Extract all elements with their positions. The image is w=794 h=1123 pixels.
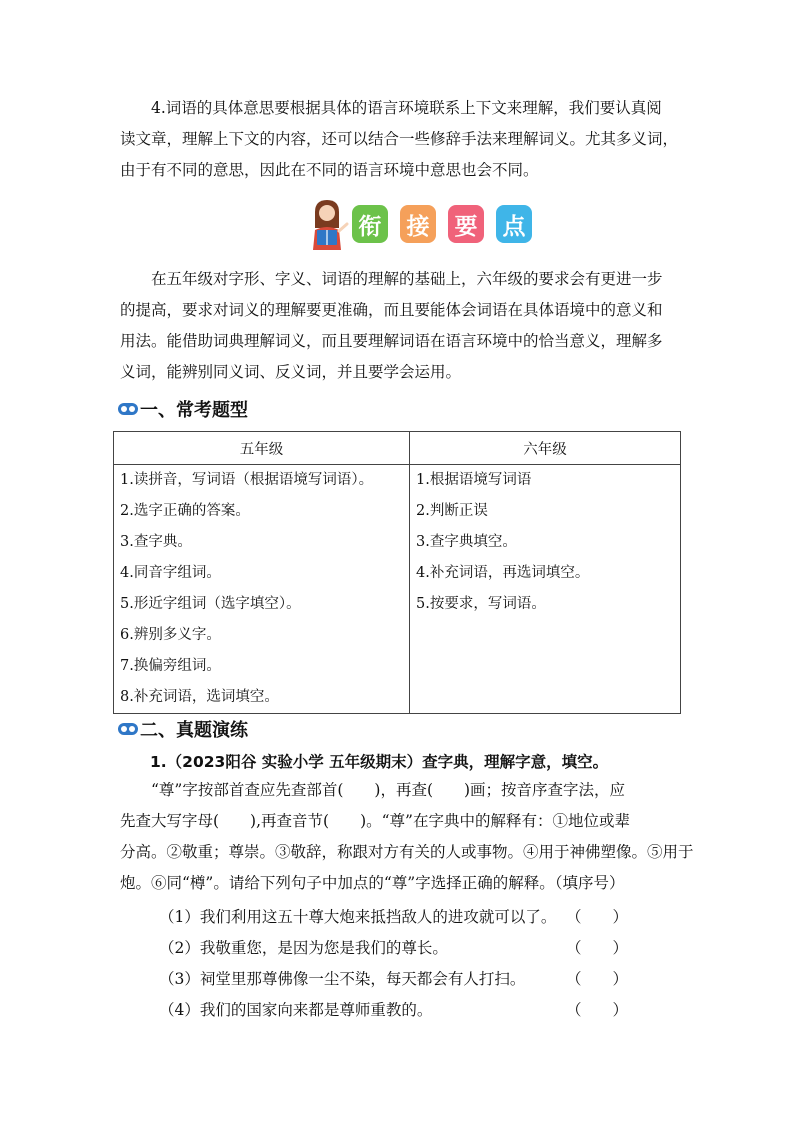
banner-tile: 衔	[352, 205, 388, 243]
sub-question: （3）祠堂里那尊佛像一尘不染，每天都会有人打扫。	[159, 970, 526, 988]
list-item: 1.根据语境写词语	[416, 472, 532, 488]
table-row	[114, 465, 681, 714]
table-header-grade6: 六年级	[410, 432, 681, 465]
key-points-line: 在五年级对字形、字义、词语的理解的基础上，六年级的要求会有更进一步	[151, 270, 663, 288]
question-types-table	[113, 431, 681, 714]
answer-blank[interactable]: （ ）	[566, 908, 629, 926]
question-body	[120, 775, 694, 899]
table-header-grade5: 五年级	[114, 432, 410, 465]
section-title: 一、常考题型	[140, 400, 248, 421]
intro-paragraph	[120, 93, 680, 186]
sub-question: （2）我敬重您，是因为您是我们的尊长。	[159, 939, 448, 957]
intro-line: 由于有不同的意思，因此在不同的语言环境中意思也会不同。	[120, 161, 539, 179]
question-line: 先查大写字母( ),再查音节( )。“尊”在字典中的解释有：①地位或辈	[120, 812, 630, 830]
question-title: 1.（2023阳谷 实验小学 五年级期末）查字典，理解字意，填空。	[150, 753, 609, 771]
answer-blank[interactable]: （ ）	[566, 1001, 629, 1019]
list-item: 5.形近字组词（选字填空）。	[120, 596, 301, 612]
question-line: 分高。②敬重；尊崇。③敬辞，称跟对方有关的人或事物。④用于神佛塑像。⑤用于	[120, 843, 694, 861]
link-icon	[118, 723, 138, 735]
question-line: “尊”字按部首查应先查部首( )，再查( )画；按音序查字法，应	[151, 781, 626, 799]
list-item: 2.选字正确的答案。	[120, 503, 250, 519]
table-header-row	[114, 432, 681, 465]
key-points-line: 的提高，要求对词义的理解要更准确，而且要能体会词语在具体语境中的意义和	[120, 301, 663, 319]
answer-blank[interactable]: （ ）	[566, 939, 629, 957]
banner-tile: 点	[496, 205, 532, 243]
banner-tile: 要	[448, 205, 484, 243]
key-points-paragraph	[120, 264, 680, 388]
list-item: 4.补充词语，再选词填空。	[416, 565, 590, 581]
list-item: 7.换偏旁组词。	[120, 658, 221, 674]
key-points-banner	[0, 198, 794, 252]
grade6-cell	[410, 465, 681, 714]
list-item: 1.读拼音，写词语（根据语境写词语）。	[120, 472, 374, 488]
list-item: 3.查字典填空。	[416, 534, 517, 550]
list-item: 5.按要求，写词语。	[416, 596, 546, 612]
list-item: 6.辨别多义字。	[120, 627, 221, 643]
list-item: 4.同音字组词。	[120, 565, 221, 581]
key-points-line: 用法。能借助词典理解词义，而且要理解词语在语言环境中的恰当意义，理解多	[120, 332, 663, 350]
list-item: 8.补充词语，选词填空。	[120, 689, 279, 705]
key-points-line: 义词，能辨别同义词、反义词，并且要学会运用。	[120, 363, 462, 381]
section-heading-exam-practice	[118, 716, 248, 742]
grade5-cell	[114, 465, 410, 714]
sub-question: （1）我们利用这五十尊大炮来抵挡敌人的进攻就可以了。	[159, 908, 557, 926]
answer-blank[interactable]: （ ）	[566, 970, 629, 988]
banner-tile: 接	[400, 205, 436, 243]
question-line: 炮。⑥同“樽”。请给下列句子中加点的“尊”字选择正确的解释。（填序号）	[120, 874, 625, 892]
section-heading-question-types	[118, 396, 248, 422]
list-item: 3.查字典。	[120, 534, 192, 550]
sub-question: （4）我们的国家向来都是尊师重教的。	[159, 1001, 433, 1019]
section-title: 二、真题演练	[140, 720, 248, 741]
intro-line: 4.词语的具体意思要根据具体的语言环境联系上下文来理解，我们要认真阅	[151, 99, 662, 117]
intro-line: 读文章，理解上下文的内容，还可以结合一些修辞手法来理解词义。尤其多义词，	[120, 130, 679, 148]
teacher-reading-icon	[305, 198, 349, 250]
link-icon	[118, 403, 138, 415]
list-item: 2.判断正误	[416, 503, 488, 519]
